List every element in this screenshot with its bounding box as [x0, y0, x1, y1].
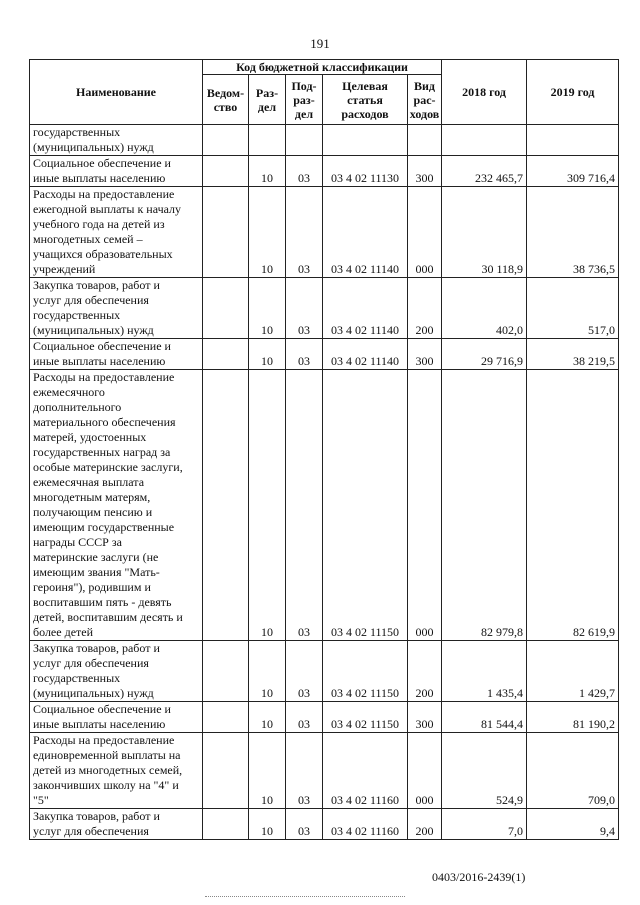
cell-2018: 29 716,9 — [442, 339, 527, 370]
cell-name: Расходы на предоставление единовременной выплаты на детей из многодетных семей, закончивших школу на "4" и "5" — [30, 733, 203, 809]
table-row — [30, 339, 619, 370]
cell-2019: 309 716,4 — [527, 156, 619, 187]
cell-2019: 9,4 — [527, 809, 619, 840]
header-2019: 2019 год — [527, 60, 619, 125]
cell-name: Социальное обеспечение и иные выплаты населению — [30, 339, 203, 370]
budget-table — [29, 59, 619, 840]
table-row — [30, 641, 619, 702]
cell-podrazdel: 03 — [286, 733, 323, 809]
cell-razdel: 10 — [249, 156, 286, 187]
cell-target-article: 03 4 02 11160 — [323, 733, 408, 809]
cell-expense-type: 300 — [408, 702, 442, 733]
cell-podrazdel: 03 — [286, 187, 323, 278]
cell-vedomstvo — [203, 809, 249, 840]
cell-podrazdel: 03 — [286, 339, 323, 370]
cell-target-article: 03 4 02 11140 — [323, 339, 408, 370]
header-2018: 2018 год — [442, 60, 527, 125]
cell-2018: 524,9 — [442, 733, 527, 809]
cell-podrazdel: 03 — [286, 278, 323, 339]
cell-expense-type: 200 — [408, 809, 442, 840]
cell-podrazdel: 03 — [286, 641, 323, 702]
cell-target-article: 03 4 02 11140 — [323, 187, 408, 278]
cell-vedomstvo — [203, 278, 249, 339]
cell-expense-type: 300 — [408, 339, 442, 370]
cell-name: государственных (муниципальных) нужд — [30, 125, 203, 156]
cell-2019: 709,0 — [527, 733, 619, 809]
header-razdel: Раз- дел — [249, 75, 286, 125]
document-code: 0403/2016-2439(1) — [432, 870, 526, 884]
table-row — [30, 733, 619, 809]
cell-2018 — [442, 125, 527, 156]
cell-target-article: 03 4 02 11150 — [323, 702, 408, 733]
cell-target-article: 03 4 02 11150 — [323, 370, 408, 641]
table-row — [30, 125, 619, 156]
cell-razdel: 10 — [249, 187, 286, 278]
cell-name: Социальное обеспечение и иные выплаты населению — [30, 702, 203, 733]
table-header — [30, 60, 619, 125]
cell-razdel — [249, 125, 286, 156]
cell-podrazdel — [286, 125, 323, 156]
cell-2018: 1 435,4 — [442, 641, 527, 702]
table-body — [30, 125, 619, 840]
cell-expense-type: 300 — [408, 156, 442, 187]
cell-2018: 232 465,7 — [442, 156, 527, 187]
cell-2019 — [527, 125, 619, 156]
cell-expense-type: 000 — [408, 733, 442, 809]
header-vedomstvo: Ведом- ство — [203, 75, 249, 125]
cell-2018: 82 979,8 — [442, 370, 527, 641]
header-podrazdel: Под- раз- дел — [286, 75, 323, 125]
cell-target-article: 03 4 02 11140 — [323, 278, 408, 339]
cell-2018: 30 118,9 — [442, 187, 527, 278]
cell-name: Расходы на предоставление ежегодной выплаты к началу учебного года на детей из многодетных семей – учащихся образовательных учреждений — [30, 187, 203, 278]
header-name: Наименование — [30, 60, 203, 125]
cell-razdel: 10 — [249, 641, 286, 702]
table-row — [30, 702, 619, 733]
cell-name: Расходы на предоставление ежемесячного дополнительного материального обеспечения матерей, удостоенных государственных наград за особые материнские заслуги, ежемесячная выплата многодетным матерям, получающим пенсию и имеющим государственные награды СССР за материнские заслуги (не имеющим звания "Мать- героиня"), родившим и воспитавшим пять - девять детей, воспитавшим десять и более детей — [30, 370, 203, 641]
table-row — [30, 370, 619, 641]
cell-podrazdel: 03 — [286, 702, 323, 733]
header-expense-type: Вид рас- ходов — [408, 75, 442, 125]
cell-vedomstvo — [203, 733, 249, 809]
cell-target-article: 03 4 02 11150 — [323, 641, 408, 702]
cell-vedomstvo — [203, 156, 249, 187]
cell-2019: 517,0 — [527, 278, 619, 339]
cell-podrazdel: 03 — [286, 809, 323, 840]
cell-razdel: 10 — [249, 702, 286, 733]
cell-podrazdel: 03 — [286, 370, 323, 641]
cell-razdel: 10 — [249, 809, 286, 840]
cell-razdel: 10 — [249, 370, 286, 641]
cell-2019: 1 429,7 — [527, 641, 619, 702]
cell-expense-type — [408, 125, 442, 156]
cell-razdel: 10 — [249, 278, 286, 339]
cell-name: Закупка товаров, работ и услуг для обеспечения государственных (муниципальных) нужд — [30, 641, 203, 702]
cell-vedomstvo — [203, 641, 249, 702]
cell-razdel: 10 — [249, 339, 286, 370]
cell-2018: 402,0 — [442, 278, 527, 339]
cell-razdel: 10 — [249, 733, 286, 809]
cell-vedomstvo — [203, 370, 249, 641]
cell-2019: 82 619,9 — [527, 370, 619, 641]
cell-expense-type: 000 — [408, 370, 442, 641]
cell-2018: 7,0 — [442, 809, 527, 840]
cell-target-article: 03 4 02 11130 — [323, 156, 408, 187]
cell-name: Закупка товаров, работ и услуг для обеспечения государственных (муниципальных) нужд — [30, 278, 203, 339]
cell-podrazdel: 03 — [286, 156, 323, 187]
cell-expense-type: 200 — [408, 278, 442, 339]
page-number: 191 — [310, 36, 330, 51]
cell-expense-type: 200 — [408, 641, 442, 702]
scan-artifact-line — [205, 896, 405, 897]
cell-name: Социальное обеспечение и иные выплаты населению — [30, 156, 203, 187]
table-row — [30, 187, 619, 278]
cell-vedomstvo — [203, 702, 249, 733]
cell-vedomstvo — [203, 187, 249, 278]
cell-target-article: 03 4 02 11160 — [323, 809, 408, 840]
table-row — [30, 809, 619, 840]
table-row — [30, 278, 619, 339]
header-target-article: Целевая статья расходов — [323, 75, 408, 125]
cell-vedomstvo — [203, 339, 249, 370]
table-row — [30, 156, 619, 187]
cell-expense-type: 000 — [408, 187, 442, 278]
cell-name: Закупка товаров, работ и услуг для обеспечения — [30, 809, 203, 840]
header-budget-code-group: Код бюджетной классификации — [203, 60, 442, 75]
cell-2019: 38 219,5 — [527, 339, 619, 370]
cell-vedomstvo — [203, 125, 249, 156]
cell-2019: 81 190,2 — [527, 702, 619, 733]
cell-target-article — [323, 125, 408, 156]
cell-2019: 38 736,5 — [527, 187, 619, 278]
cell-2018: 81 544,4 — [442, 702, 527, 733]
